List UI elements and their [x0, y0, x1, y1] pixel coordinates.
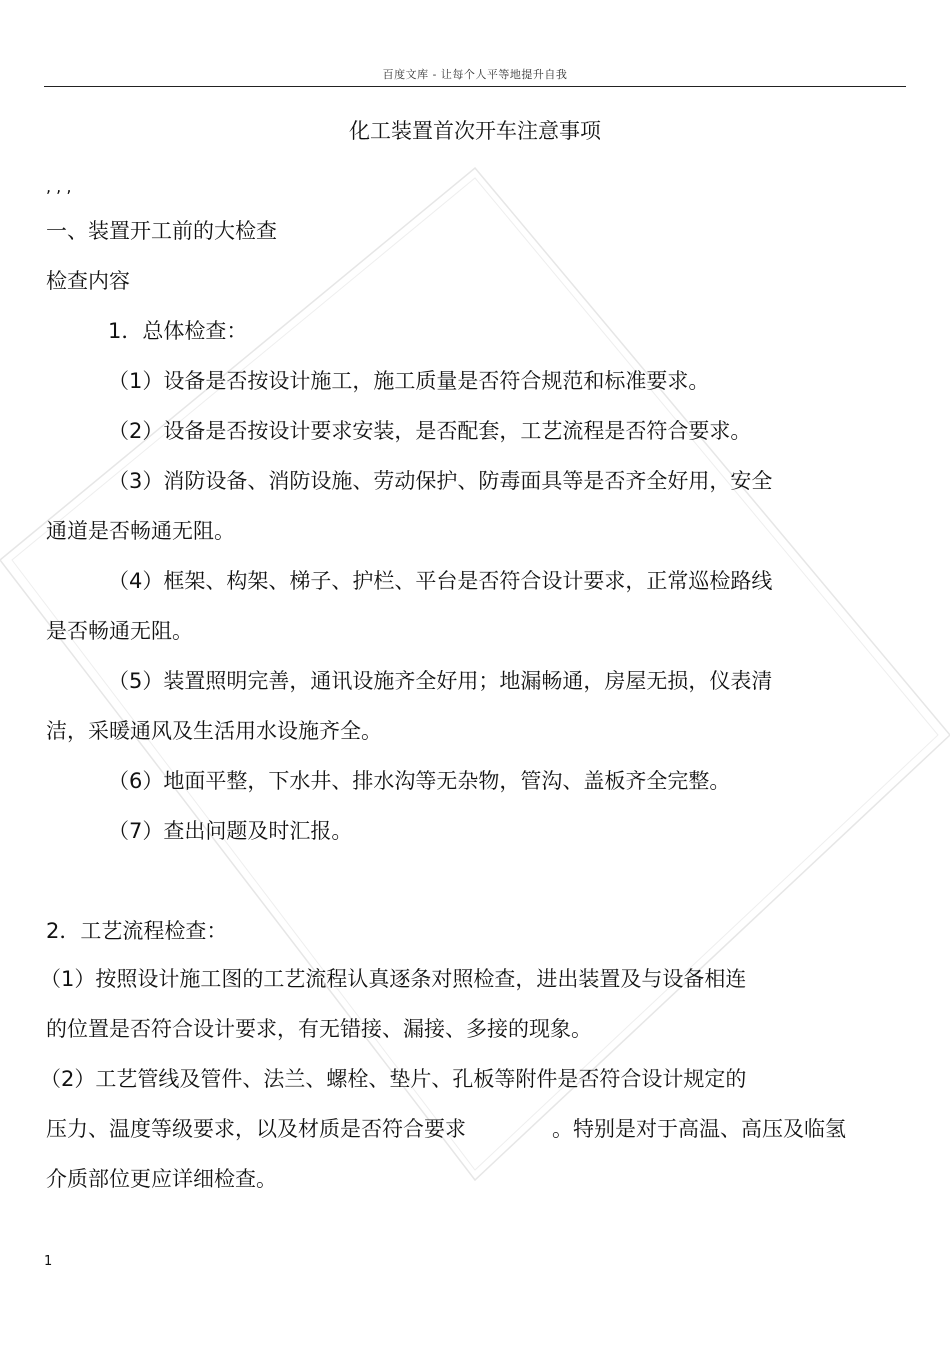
paragraph: （6）地面平整，下水井、排水沟等无杂物，管沟、盖板齐全完整。: [108, 769, 731, 793]
item1-heading: 1．总体检查：: [108, 319, 248, 343]
paragraph: 。特别是对于高温、高压及临氢: [552, 1117, 846, 1141]
paragraph: （5）装置照明完善，通讯设施齐全好用；地漏畅通，房屋无损，仪表清: [108, 669, 773, 693]
paragraph: （2）工艺管线及管件、法兰、螺栓、垫片、孔板等附件是否符合设计规定的: [40, 1067, 747, 1091]
stray-marks: , , ,: [46, 177, 72, 196]
item2-heading: 2．工艺流程检查：: [46, 919, 228, 943]
paragraph: 洁，采暖通风及生活用水设施齐全。: [46, 719, 382, 743]
paragraph: （7）查出问题及时汇报。: [108, 819, 353, 843]
header-divider: [44, 86, 906, 87]
paragraph: 是否畅通无阻。: [46, 619, 193, 643]
paragraph: （1）设备是否按设计施工，施工质量是否符合规范和标准要求。: [108, 369, 710, 393]
paragraph: （3）消防设备、消防设施、劳动保护、防毒面具等是否齐全好用，安全: [108, 469, 773, 493]
paragraph: 的位置是否符合设计要求，有无错接、漏接、多接的现象。: [46, 1017, 592, 1041]
section-subheading: 检查内容: [46, 269, 130, 293]
paragraph: （4）框架、构架、梯子、护栏、平台是否符合设计要求，正常巡检路线: [108, 569, 773, 593]
header-text: 百度文库 - 让每个人平等地提升自我: [382, 68, 568, 81]
page-number: 1: [44, 1254, 53, 1269]
paragraph: （2）设备是否按设计要求安装，是否配套，工艺流程是否符合要求。: [108, 419, 752, 443]
paragraph: 通道是否畅通无阻。: [46, 519, 235, 543]
paragraph: （1）按照设计施工图的工艺流程认真逐条对照检查，进出装置及与设备相连: [40, 967, 747, 991]
paragraph: 压力、温度等级要求，以及材质是否符合要求: [46, 1117, 466, 1141]
section-heading: 一、装置开工前的大检查: [46, 219, 277, 243]
document-title: 化工装置首次开车注意事项: [349, 119, 601, 143]
paragraph: 介质部位更应详细检查。: [46, 1167, 277, 1191]
